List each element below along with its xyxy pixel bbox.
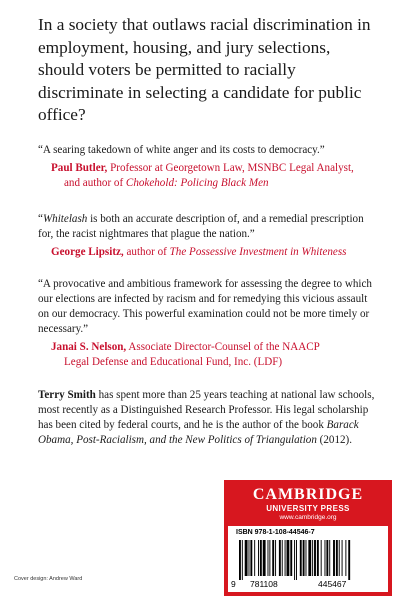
barcode-bar: [336, 540, 338, 576]
barcode-bar: [254, 540, 255, 576]
blurb-author-role-continued: Legal Defense and Educational Fund, Inc. (LDF): [64, 356, 283, 368]
barcode-bar: [294, 540, 295, 580]
barcode-bar: [300, 540, 302, 576]
barcode-bar: [296, 540, 297, 580]
book-title: Chokehold: Policing Black Men: [125, 177, 269, 189]
barcode-digit-group: 445467: [318, 579, 347, 589]
bio-author-name: Terry Smith: [38, 389, 96, 401]
publisher-subtitle: UNIVERSITY PRESS: [266, 504, 350, 513]
barcode-bar: [326, 540, 328, 576]
cover-design-credit: Cover design: Andrew Ward: [14, 576, 83, 582]
lead-question: In a society that outlaws racial discrimination in employment, housing, and jury selections, should voters be permitted to racially discriminate in selecting a candidate for public office?: [38, 15, 371, 124]
blurb-lipsitz: [38, 212, 378, 260]
blurb-attribution: [38, 245, 378, 260]
barcode-bar: [306, 540, 307, 576]
role-prefix: and author of: [64, 177, 126, 189]
blurb-author-name: Janai S. Nelson,: [51, 341, 127, 353]
barcode-digit-group: 781108: [250, 579, 278, 589]
barcode-bar: [312, 540, 313, 576]
barcode-bar: [275, 540, 276, 576]
barcode-bar: [258, 540, 259, 576]
barcode-bar: [272, 540, 274, 576]
barcode-bar: [279, 540, 281, 576]
book-title: Barack Obama, Post-Racialism, and the New Politics of Triangulation: [38, 419, 359, 446]
barcode-bar: [308, 540, 311, 576]
barcode-bar: [325, 540, 326, 576]
book-title: The Possessive Investment in Whiteness: [169, 246, 347, 258]
barcode-bar: [345, 540, 346, 576]
blurb-text: [38, 212, 378, 242]
barcode-icon: [238, 540, 382, 580]
blurb-butler: [38, 143, 378, 191]
barcode-bar: [348, 540, 350, 580]
blurb-author-name: Paul Butler,: [51, 162, 108, 174]
barcode-bar: [260, 540, 262, 576]
barcode-bar: [249, 540, 250, 576]
barcode-bar: [269, 540, 270, 576]
blurb-author-role: Professor at Georgetown Law, MSNBC Legal Analyst,: [107, 162, 354, 174]
bio-body: has spent more than 25 years teaching at national law schools, most recently as a Distinguished Research Professor. His legal scholarship has been cited by federal courts, and he is the author of the book: [38, 389, 375, 431]
blurb-text-rest: is both an accurate description of, and a remedial prescription for, the racist nightmares that plague the nation.”: [38, 213, 364, 240]
barcode-bar: [339, 540, 340, 576]
barcode-bar: [282, 540, 283, 576]
blurb-nelson: [38, 277, 378, 370]
bio-text: [38, 388, 378, 448]
bio-tail: (2012).: [316, 434, 353, 446]
publisher-block: [224, 480, 392, 596]
barcode-bar: [268, 540, 269, 576]
blurb-author-role: author of: [123, 246, 170, 258]
barcode-digits: [228, 579, 388, 591]
barcode-bar: [317, 540, 319, 576]
barcode-bar: [329, 540, 330, 576]
barcode-bar: [242, 540, 243, 580]
publisher-logo-text: CAMBRIDGE: [252, 486, 364, 503]
publisher-url: www.cambridge.org: [279, 514, 337, 521]
barcode-bar: [285, 540, 286, 576]
barcode-digit-group: 9: [231, 579, 236, 589]
barcode-bar: [333, 540, 335, 576]
open-quote: “: [38, 213, 43, 225]
author-bio: [38, 388, 378, 448]
barcode-bar: [314, 540, 316, 576]
blurb-author-role-continued: [51, 176, 378, 191]
blurb-text: “A searing takedown of white anger and its costs to democracy.”: [38, 144, 325, 156]
blurb-author-role: Associate Director-Counsel of the NAACP: [126, 341, 320, 353]
barcode-bar: [239, 540, 241, 580]
barcode-bar: [287, 540, 290, 576]
blurb-text: “A provocative and ambitious framework for assessing the degree to which our elections are infected by racism and for remedying this vicious assault on our democracy. This powerful examination could not be more timely or necessary.”: [38, 278, 372, 335]
book-title: Whitelash: [42, 213, 88, 225]
barcode-bar: [250, 540, 252, 576]
barcode-bar: [342, 540, 343, 576]
blurb-author-name: George Lipsitz,: [51, 246, 124, 258]
barcode-panel: [228, 526, 388, 592]
blurb-attribution: [38, 340, 378, 370]
isbn-label: ISBN 978-1-108-44546-7: [236, 529, 315, 536]
barcode-bar: [290, 540, 292, 576]
blurb-attribution: [38, 161, 378, 191]
barcode-bar: [263, 540, 266, 576]
barcode-bar: [303, 540, 305, 576]
barcode-bar: [321, 540, 322, 576]
barcode-bar: [245, 540, 248, 576]
